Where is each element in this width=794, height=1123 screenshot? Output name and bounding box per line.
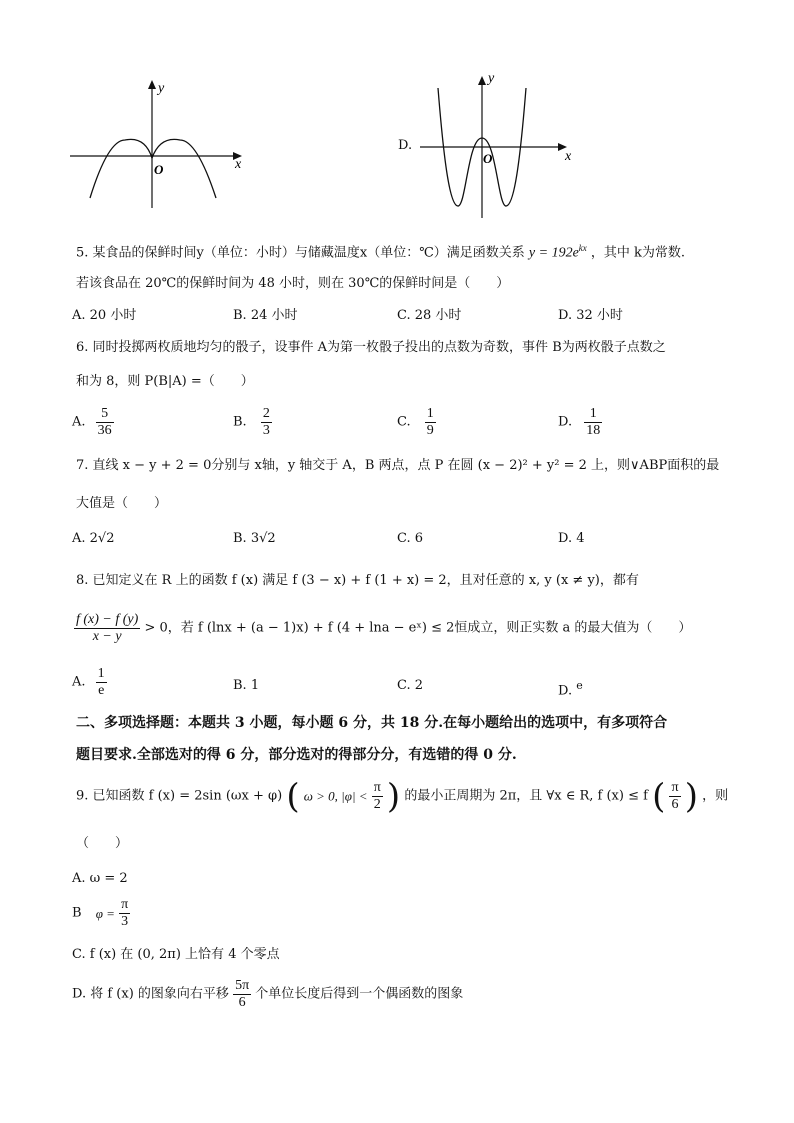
q6-option-d-fraction — [584, 406, 602, 439]
q9-b-num: π — [121, 897, 129, 912]
q9-cond-num: π — [373, 780, 381, 795]
q9-option-b-fraction — [119, 897, 130, 930]
q6-option-d — [558, 406, 602, 439]
q9-option-d — [72, 978, 463, 1011]
left-curve — [90, 139, 216, 198]
q6-option-b-fraction — [261, 406, 272, 439]
q8-option-a-fraction — [96, 666, 107, 699]
q5-option-a: A. 20 小时 — [72, 308, 137, 323]
q9-f-fraction — [669, 780, 680, 813]
q9-f-paren-right: ) — [684, 776, 698, 817]
q9-f-den: 6 — [671, 797, 679, 812]
q7-line1: 7. 直线 x − y + 2 = 0分别与 x轴，y 轴交于 A，B 两点，点 P 在圆 (x − 2)² + y² = 2 上，则∨ABP面积的最 — [76, 458, 720, 473]
q5-formula: y = 192e — [528, 245, 579, 261]
q7-option-a: A. 2√2 — [72, 531, 115, 546]
q9-option-a: A. ω = 2 — [72, 871, 128, 886]
q8-option-d-value: e — [576, 679, 583, 692]
q5-option-d: D. 32 小时 — [558, 308, 623, 323]
q9-paren-right: ) — [386, 776, 401, 817]
q6-option-b — [233, 406, 272, 439]
q8-line2 — [74, 612, 691, 645]
q5-text1: 5. 某食品的保鲜时间y（单位：小时）与储藏温度x（单位：℃）满足函数关系 — [76, 245, 525, 261]
q5-formula-exp: kx — [578, 243, 587, 253]
q9-cond-fraction — [372, 780, 383, 813]
right-y-arrow — [478, 76, 486, 85]
q9-part2: 的最小正周期为 2π，且 ∀x ∈ R, f (x) ≤ f — [404, 788, 648, 804]
q8-option-d — [558, 677, 583, 700]
q9-option-d-fraction — [233, 978, 251, 1011]
q9-f-num: π — [671, 780, 679, 795]
right-origin: O — [483, 151, 493, 166]
right-x-label: x — [565, 149, 572, 164]
q6-option-d-label: D. — [558, 414, 573, 430]
q6-option-a — [72, 406, 114, 439]
q6-line1: 6. 同时投掷两枚质地均匀的骰子，设事件 A为第一枚骰子投出的点数为奇数，事件 B为两枚骰子点数之 — [76, 340, 666, 355]
q8-option-b: B. 1 — [233, 678, 260, 693]
q9-f-paren-left: ( — [652, 776, 666, 817]
left-x-label: x — [235, 157, 242, 172]
q5-line2: 若该食品在 20℃的保鲜时间为 48 小时，则在 30℃的保鲜时间是（ ） — [76, 276, 510, 291]
q9-line1 — [76, 776, 729, 820]
q8-fraction — [74, 612, 140, 645]
q6-a-den: 36 — [97, 423, 112, 438]
left-y-label: y — [158, 81, 165, 96]
q8-frac-num: f (x) − f (y) — [76, 612, 139, 627]
q9-option-d-text-b: 个单位长度后得到一个偶函数的图象 — [255, 986, 464, 1002]
graph-option-d-label: D. — [398, 138, 413, 153]
left-origin: O — [154, 162, 164, 177]
q5-line1 — [76, 239, 685, 262]
q9-line2: （ ） — [76, 836, 129, 851]
q7-option-d: D. 4 — [558, 531, 585, 546]
q9-option-b — [72, 897, 130, 930]
q7-option-b: B. 3√2 — [233, 531, 276, 546]
q7-line2: 大值是（ ） — [76, 496, 168, 511]
q6-a-num: 5 — [96, 406, 114, 423]
q9-cond: ω > 0, |φ| < — [303, 788, 368, 804]
q8-option-a-label: A. — [72, 674, 86, 690]
q5-option-b: B. 24 小时 — [233, 308, 298, 323]
q5-text2: ，其中 k为常数. — [590, 245, 686, 261]
q8-a-den: e — [98, 683, 105, 698]
right-y-label: y — [488, 71, 495, 86]
q6-c-num: 1 — [426, 406, 434, 421]
q9-b-den: 3 — [121, 914, 129, 929]
section2-heading-line2: 题目要求.全部选对的得 6 分，部分选对的得部分分，有选错的得 0 分. — [76, 747, 517, 763]
q9-cond-den: 2 — [373, 797, 381, 812]
q9-option-b-text: φ = — [95, 905, 115, 921]
q7-option-c: C. 6 — [397, 531, 424, 546]
q8-option-c: C. 2 — [397, 678, 424, 693]
q8-option-a — [72, 666, 107, 699]
q8-line2-rest: > 0，若 f (lnx + (a − 1)x) + f (4 + lna − eˣ) ≤ 2恒成立，则正实数 a 的最大值为（ ） — [144, 620, 692, 636]
q5-option-c: C. 28 小时 — [397, 308, 462, 323]
q8-frac-den: x − y — [92, 629, 122, 644]
q9-paren-left: ( — [286, 776, 300, 817]
q6-option-b-label: B. — [233, 414, 247, 430]
left-y-arrow — [148, 80, 156, 89]
q9-option-b-label: B — [72, 905, 82, 921]
q6-option-a-fraction — [96, 406, 114, 439]
q6-option-a-label: A. — [72, 414, 86, 430]
q9-option-c: C. f (x) 在 (0, 2π) 上恰有 4 个零点 — [72, 947, 280, 962]
q6-option-c — [397, 406, 436, 439]
q6-option-c-label: C. — [397, 414, 411, 430]
q9-part3: ，则 — [702, 788, 729, 804]
q6-d-den: 18 — [586, 423, 601, 438]
q9-part1: 9. 已知函数 f (x) = 2sin (ωx + φ) — [76, 788, 283, 804]
q8-line1: 8. 已知定义在 R 上的函数 f (x) 满足 f (3 − x) + f (1 + x) = 2，且对任意的 x, y (x ≠ y)，都有 — [76, 573, 639, 588]
q8-option-d-label: D. — [558, 683, 573, 699]
q6-b-den: 3 — [262, 423, 270, 438]
right-function-graph — [420, 68, 590, 223]
left-function-graph — [60, 70, 260, 215]
q6-b-num: 2 — [262, 406, 270, 421]
q8-a-num: 1 — [97, 666, 105, 681]
q6-line2: 和为 8，则 P(B|A) =（ ） — [76, 374, 254, 389]
q9-option-d-text-a: D. 将 f (x) 的图象向右平移 — [72, 986, 229, 1002]
q6-d-num: 1 — [584, 406, 602, 423]
q9-d-den: 6 — [238, 995, 246, 1010]
section2-heading-line1: 二、多项选择题：本题共 3 小题，每小题 6 分，共 18 分.在每小题给出的选项中，有多项符合 — [76, 715, 668, 731]
q9-d-num: 5π — [235, 978, 250, 993]
q6-c-den: 9 — [426, 423, 434, 438]
q6-option-c-fraction — [425, 406, 436, 439]
